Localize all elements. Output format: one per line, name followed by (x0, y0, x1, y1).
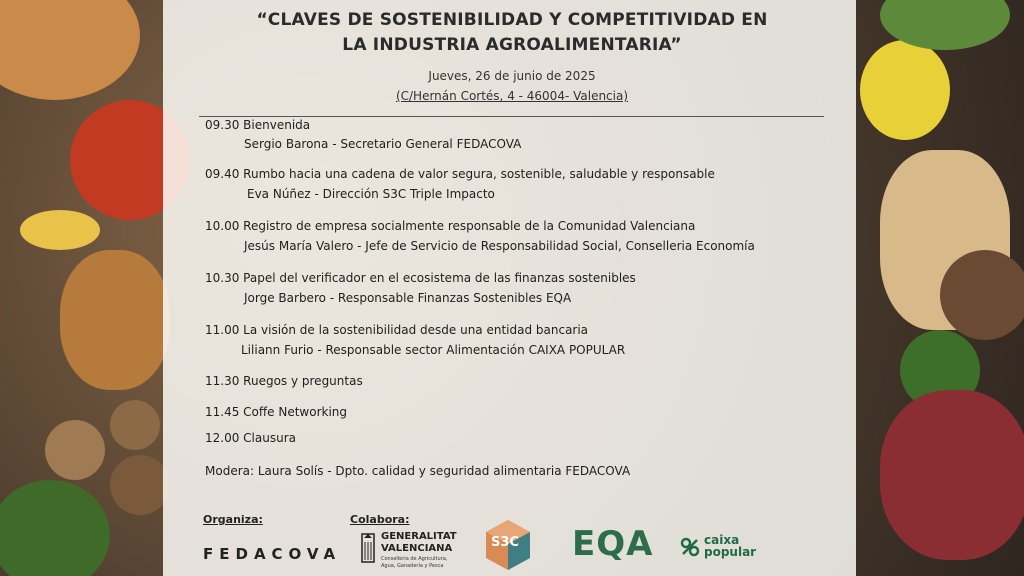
generalitat-title: GENERALITAT (381, 531, 457, 542)
agenda-item-time-title: 10.00 Registro de empresa socialmente responsable de la Comunidad Valenciana (205, 219, 696, 233)
caixa-popular-icon (680, 537, 700, 557)
agenda-item-time-title: 11.45 Coffe Networking (205, 405, 348, 419)
agenda-item-time-title: 09.40 Rumbo hacia una cadena de valor segura, sostenible, saludable y responsable (205, 167, 715, 181)
caixa-popular-line1: caixa (704, 533, 740, 547)
colabora-label: Colabora: (350, 513, 410, 526)
generalitat-title: VALENCIANA (381, 543, 453, 554)
lemon-slice-decoration (20, 210, 100, 250)
agenda-item-speaker: Jorge Barbero - Responsable Finanzas Sostenibles EQA (244, 291, 572, 305)
event-title-line1: “CLAVES DE SOSTENIBILIDAD Y COMPETITIVIDAD EN (256, 10, 768, 30)
caixa-popular-line2: popular (704, 545, 757, 559)
agenda-item-time-title: 09.30 Bienvenida (205, 118, 311, 132)
walnut-decoration (110, 455, 170, 515)
agenda-item-speaker: Jesús María Valero - Jefe de Servicio de Responsabilidad Social, Conselleria Economía (244, 239, 755, 253)
agenda-item-time-title: 11.00 La visión de la sostenibilidad desde una entidad bancaria (205, 323, 589, 337)
event-address: (C/Hernán Cortés, 4 - 46004- Valencia) (395, 89, 629, 103)
fedacova-logo: FEDACOVA (203, 545, 342, 563)
generalitat-shield-icon (360, 530, 376, 570)
organiza-label: Organiza: (203, 513, 263, 526)
agenda-item-speaker: Eva Núñez - Dirección S3C Triple Impacto (247, 187, 495, 201)
header-divider (199, 116, 824, 117)
wood-decoration (940, 250, 1024, 340)
beans-bowl-decoration (880, 390, 1024, 560)
herbs-decoration (0, 480, 110, 576)
event-date: Jueves, 26 de junio de 2025 (428, 69, 596, 83)
walnut-decoration (110, 400, 160, 450)
agenda-item-time-title: 10.30 Papel del verificador en el ecosistema de las finanzas sostenibles (205, 271, 636, 285)
agenda-item-speaker: Liliann Furio - Responsable sector Alimentación CAIXA POPULAR (241, 343, 626, 357)
agenda-item-speaker: Sergio Barona - Secretario General FEDACOVA (244, 137, 522, 151)
walnut-decoration (45, 420, 105, 480)
eqa-logo: EQA (572, 524, 654, 564)
lentils-bowl-decoration (60, 250, 170, 390)
event-title-line2: LA INDUSTRIA AGROALIMENTARIA” (342, 35, 682, 55)
generalitat-subtitle: Conselleria de Agricultura, (381, 556, 448, 562)
agenda-item-time-title: 12.00 Clausura (205, 431, 296, 445)
moderator-line: Modera: Laura Solís - Dpto. calidad y seguridad alimentaria FEDACOVA (205, 464, 631, 478)
generalitat-subtitle: Agua, Ganadería y Pesca (381, 563, 444, 569)
agenda-item-time-title: 11.30 Ruegos y preguntas (205, 374, 363, 388)
s3c-logo-text: S3C (491, 535, 519, 550)
content-panel (163, 0, 856, 576)
